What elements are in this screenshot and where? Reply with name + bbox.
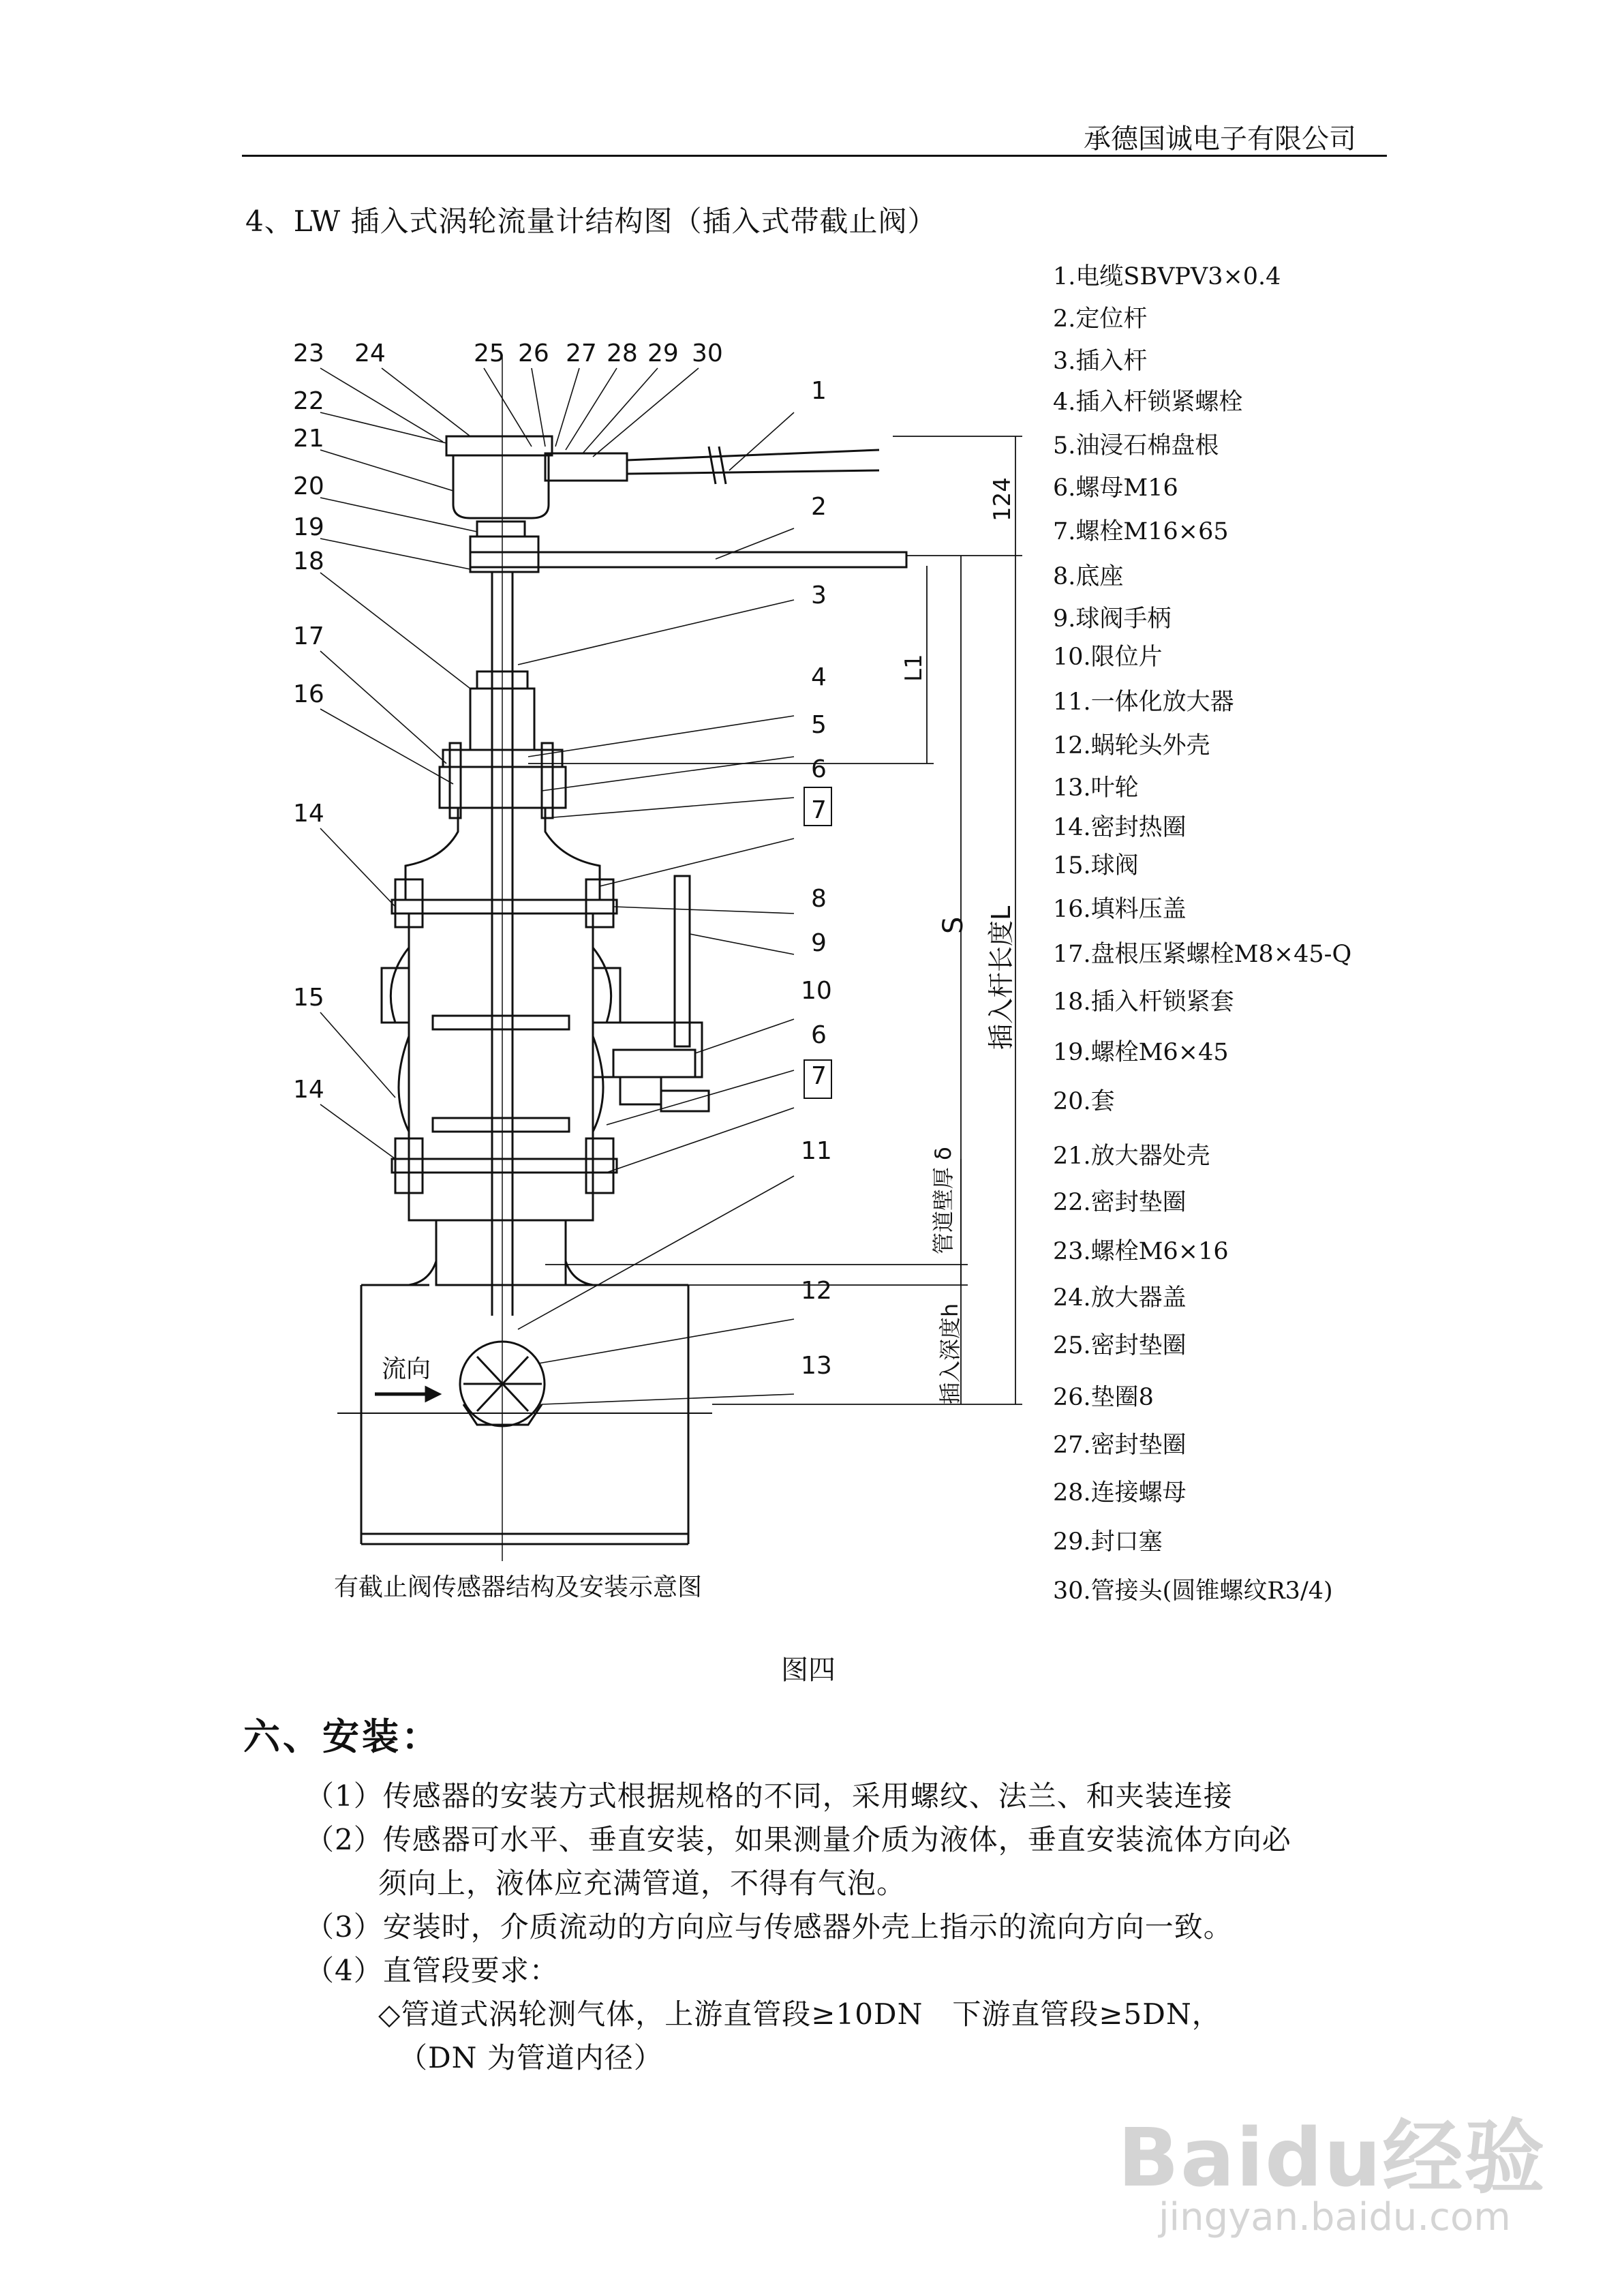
legend-item: 14.密封热圈 xyxy=(1053,814,1187,841)
legend-item: 15.球阀 xyxy=(1053,852,1139,879)
legend-item: 20.套 xyxy=(1053,1088,1115,1115)
flow-arrow xyxy=(375,1387,440,1401)
dim-S: S xyxy=(938,916,969,934)
flow-direction-label: 流向 xyxy=(382,1355,431,1383)
dim-wall-thickness: 管道壁厚 δ xyxy=(930,1147,956,1254)
callout: 6 xyxy=(811,755,827,783)
callout: 1 xyxy=(811,377,827,405)
figure-section-title: 4、LW 插入式涡轮流量计结构图（插入式带截止阀） xyxy=(245,205,937,238)
legend-item: 27.密封垫圈 xyxy=(1053,1432,1187,1459)
dim-124: 124 xyxy=(989,477,1016,522)
install-line: （3）安装时，介质流动的方向应与传感器外壳上指示的流向方向一致。 xyxy=(305,1910,1233,1944)
callout: 23 xyxy=(293,339,324,367)
callout: 30 xyxy=(692,339,723,367)
callout: 6 xyxy=(811,1021,827,1049)
legend-item: 6.螺母M16 xyxy=(1053,474,1178,502)
install-line: （DN 为管道内径） xyxy=(399,2041,663,2074)
install-line: （1）传感器的安装方式根据规格的不同，采用螺纹、法兰、和夹装连接 xyxy=(305,1779,1233,1813)
legend-item: 21.放大器处壳 xyxy=(1053,1143,1210,1170)
diagram-caption: 有截止阀传感器结构及安装示意图 xyxy=(334,1573,703,1601)
callout: 28 xyxy=(607,339,638,367)
callout: 14 xyxy=(293,1076,324,1104)
legend-item: 5.油浸石棉盘根 xyxy=(1053,432,1219,459)
legend-item: 12.蜗轮头外壳 xyxy=(1053,732,1210,759)
callout: 7 xyxy=(811,796,827,824)
legend-item: 25.密封垫圈 xyxy=(1053,1332,1187,1359)
callout: 17 xyxy=(293,622,324,650)
amplifier-housing xyxy=(446,436,906,572)
dim-insert-length: 插入杆长度L xyxy=(986,905,1016,1050)
callout: 13 xyxy=(801,1352,832,1380)
dim-insert-depth: 插入深度h xyxy=(937,1303,963,1404)
dim-L1: L1 xyxy=(900,654,928,682)
company-name: 承德国诚电子有限公司 xyxy=(1084,123,1356,155)
callout: 21 xyxy=(293,425,324,453)
legend-item: 7.螺栓M16×65 xyxy=(1053,518,1229,545)
legend-item: 4.插入杆锁紧螺栓 xyxy=(1053,389,1243,416)
legend-item: 16.填料压盖 xyxy=(1053,896,1187,923)
callout: 29 xyxy=(647,339,679,367)
legend-item: 13.叶轮 xyxy=(1053,774,1139,802)
watermark-logo: Baidu经验 xyxy=(1118,2111,1546,2205)
legend-item: 26.垫圈8 xyxy=(1053,1384,1154,1411)
leader-lines xyxy=(320,368,794,1404)
callout: 2 xyxy=(811,493,827,521)
legend-item: 1.电缆SBVPV3×0.4 xyxy=(1053,263,1281,290)
callout: 10 xyxy=(801,977,832,1005)
callout: 14 xyxy=(293,800,324,828)
install-line: 须向上，液体应充满管道，不得有气泡。 xyxy=(378,1867,906,1900)
callout: 25 xyxy=(474,339,505,367)
watermark-url: jingyan.baidu.com xyxy=(1159,2195,1511,2239)
legend-item: 17.盘根压紧螺栓M8×45-Q xyxy=(1053,941,1352,968)
pipe xyxy=(337,1285,712,1544)
callout: 20 xyxy=(293,472,324,500)
callout: 19 xyxy=(293,513,324,541)
legend-item: 8.底座 xyxy=(1053,563,1124,590)
callout: 12 xyxy=(801,1277,832,1305)
ball-valve xyxy=(382,876,709,1285)
callout: 8 xyxy=(811,885,827,913)
install-section-title: 六、安装： xyxy=(243,1715,441,1758)
legend-item: 19.螺栓M6×45 xyxy=(1053,1039,1229,1066)
figure-caption: 图四 xyxy=(781,1655,836,1686)
install-line: （4）直管段要求： xyxy=(305,1954,559,1987)
callout: 7 xyxy=(811,1062,827,1090)
legend-item: 24.放大器盖 xyxy=(1053,1284,1187,1312)
legend-item: 30.管接头(圆锥螺纹R3/4) xyxy=(1053,1577,1333,1605)
callout: 15 xyxy=(293,984,324,1012)
baidu-watermark xyxy=(1118,2093,1546,2239)
legend-item: 22.密封垫圈 xyxy=(1053,1189,1187,1216)
legend-item: 18.插入杆锁紧套 xyxy=(1053,988,1234,1016)
legend-item: 10.限位片 xyxy=(1053,644,1163,671)
callout: 11 xyxy=(801,1137,832,1165)
callout: 22 xyxy=(293,387,324,415)
callout: 18 xyxy=(293,547,324,575)
legend-item: 23.螺栓M6×16 xyxy=(1053,1238,1229,1265)
callout: 9 xyxy=(811,929,827,957)
callout: 5 xyxy=(811,711,827,739)
install-line: （2）传感器可水平、垂直安装，如果测量介质为液体，垂直安装流体方向必 xyxy=(305,1823,1291,1856)
callout: 26 xyxy=(518,339,549,367)
legend-item: 28.连接螺母 xyxy=(1053,1479,1187,1507)
legend-item: 11.一体化放大器 xyxy=(1053,689,1234,716)
callout: 4 xyxy=(811,663,827,691)
install-line: ◇管道式涡轮测气体，上游直管段≥10DN 下游直管段≥5DN， xyxy=(378,1997,1221,2031)
legend-item: 2.定位杆 xyxy=(1053,305,1148,333)
callout: 27 xyxy=(566,339,597,367)
legend-item: 9.球阀手柄 xyxy=(1053,605,1172,633)
legend-item: 29.封口塞 xyxy=(1053,1528,1163,1556)
callout: 24 xyxy=(354,339,386,367)
callout: 16 xyxy=(293,680,324,708)
callout: 3 xyxy=(811,581,827,609)
legend-item: 3.插入杆 xyxy=(1053,348,1148,375)
